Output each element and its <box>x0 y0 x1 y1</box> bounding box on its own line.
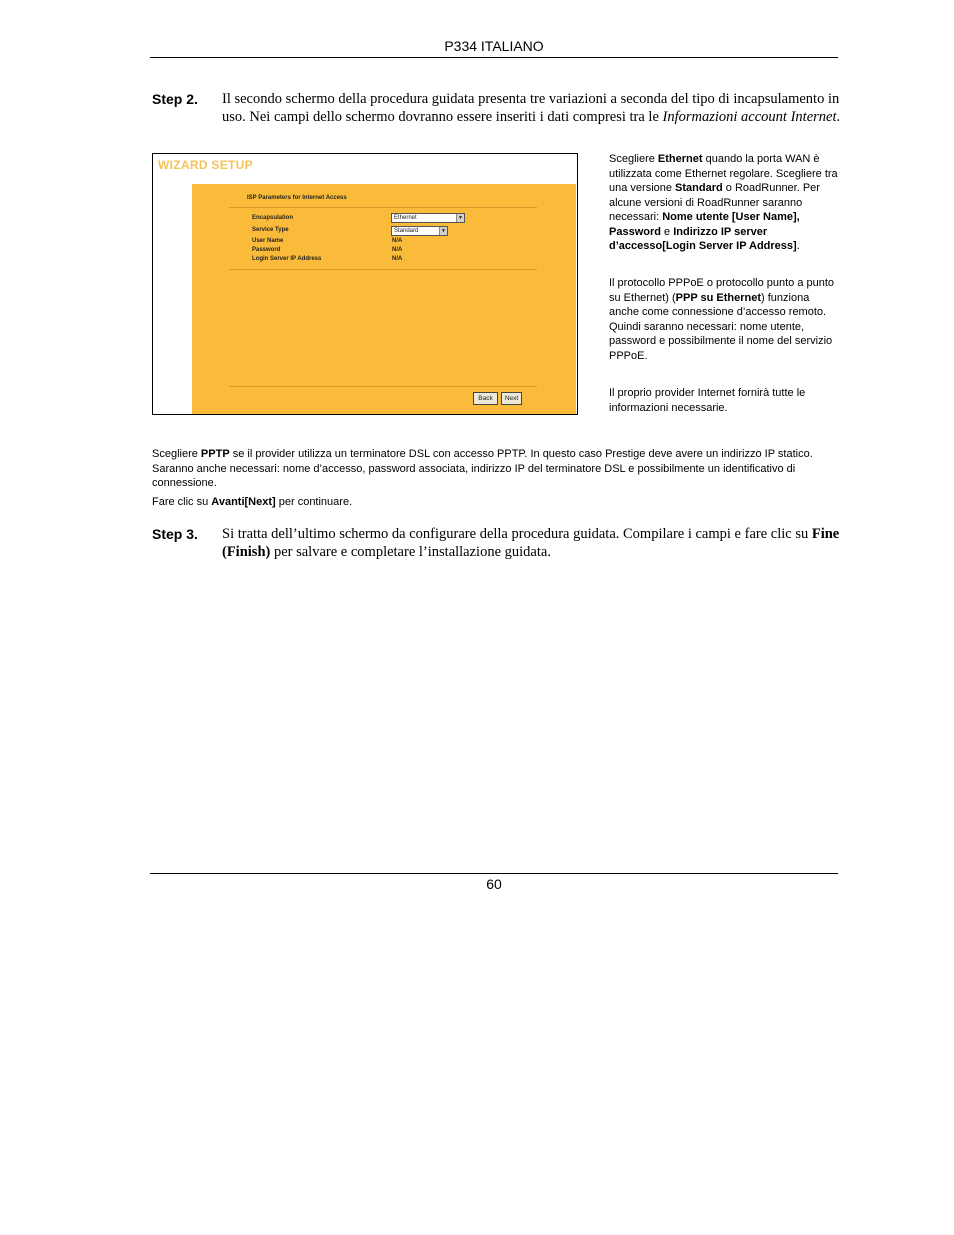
back-button[interactable]: Back <box>473 392 498 405</box>
field-label-password: Password <box>252 247 281 253</box>
wizard-screenshot <box>152 153 578 415</box>
side-paragraph-pppoe <box>609 276 839 363</box>
step-3-text <box>222 525 842 561</box>
bold-run: PPTP <box>200 448 230 460</box>
text-run: per salvare e completare l’installazione guidata. <box>270 544 551 560</box>
text-run: Si tratta dell’ultimo schermo da configurare della procedura guidata. Compilare i campi e fare clic su <box>222 526 812 542</box>
user-name-value: N/A <box>392 238 403 244</box>
text-run: Fare clic su <box>152 496 212 508</box>
step-2-text-end: . <box>836 109 841 125</box>
service-type-select[interactable] <box>391 226 448 236</box>
step-2-text <box>222 90 842 126</box>
bold-run: Ethernet <box>657 153 703 165</box>
password-value: N/A <box>392 247 403 253</box>
step-2-text-part: Il secondo schermo della procedura guidata presenta tre variazioni a seconda del tipo di incapsulamento in uso. Nei campi dello schermo dovranno essere inseriti i dati compresi tra le <box>222 91 840 125</box>
encapsulation-select[interactable] <box>391 213 465 223</box>
bold-run: Standard <box>675 182 723 194</box>
side-paragraph-ethernet <box>609 152 839 254</box>
bold-run: Indirizzo IP server d’accesso[Login Server IP Address] <box>609 225 797 252</box>
bold-run: PPP su Ethernet <box>675 291 762 304</box>
service-type-value: Standard <box>394 228 419 234</box>
pptp-paragraph <box>152 447 842 491</box>
text-run: se il provider utilizza un terminatore DSL con accesso PPTP. In questo caso Prestige deve avere un indirizzo IP statico. Saranno anche necessari: nome d’accesso, password associata, indirizzo IP del terminatore DSL e possibilmente un identificativo di connessione. <box>152 448 813 489</box>
next-hint-paragraph <box>152 495 842 510</box>
isp-section-title: ISP Parameters for Internet Access <box>247 195 347 201</box>
text-run: Scegliere <box>152 448 201 460</box>
page-number: 60 <box>486 876 502 892</box>
field-label-user-name: User Name <box>252 238 284 244</box>
panel-divider-middle <box>229 269 537 270</box>
chevron-down-icon: ▼ <box>439 227 447 235</box>
step-2-text-italic: Informazioni account Internet <box>662 109 837 125</box>
login-server-ip-value: N/A <box>392 256 403 262</box>
wizard-title: WIZARD SETUP <box>158 158 253 172</box>
step-3-label: Step 3. <box>152 526 198 542</box>
side-paragraph-provider: Il proprio provider Internet fornirà tutte le informazioni necessarie. <box>609 387 806 414</box>
text-run: Il protocollo PPPoE o protocollo punto a punto su Ethernet) ( <box>609 277 835 304</box>
footer-divider <box>150 873 838 874</box>
panel-divider-bottom <box>229 386 537 387</box>
bold-run: Avanti[Next] <box>211 496 276 508</box>
panel-divider-top <box>229 207 537 208</box>
step-2-label: Step 2. <box>152 91 198 107</box>
text-run: quando la porta WAN è utilizzata come Ethernet regolare. Scegliere tra una versione <box>609 153 838 194</box>
bold-run: Nome utente [User Name], Password <box>609 211 800 238</box>
text-run: . <box>796 240 800 252</box>
field-label-service-type: Service Type <box>252 227 289 233</box>
encapsulation-value: Ethernet <box>394 215 417 221</box>
text-run: e <box>660 225 674 238</box>
field-label-login-server-ip: Login Server IP Address <box>252 256 322 262</box>
field-label-encapsulation: Encapsulation <box>252 215 294 221</box>
header-divider <box>150 57 838 58</box>
bold-run: Fine (Finish) <box>222 526 840 560</box>
page-header-title: P334 ITALIANO <box>444 38 544 54</box>
next-button[interactable]: Next <box>501 392 522 405</box>
text-run: o RoadRunner. Per alcune versioni di RoadRunner saranno necessari: <box>609 182 820 223</box>
wizard-panel <box>192 184 576 414</box>
chevron-down-icon: ▼ <box>456 214 464 222</box>
text-run: ) funziona anche come connessione d’accesso remoto. Quindi saranno necessari: nome utente, password e possibilmente il nome del servizio PPPoE. <box>609 291 833 362</box>
text-run: per continuare. <box>275 496 353 508</box>
text-run: Scegliere <box>609 153 658 165</box>
